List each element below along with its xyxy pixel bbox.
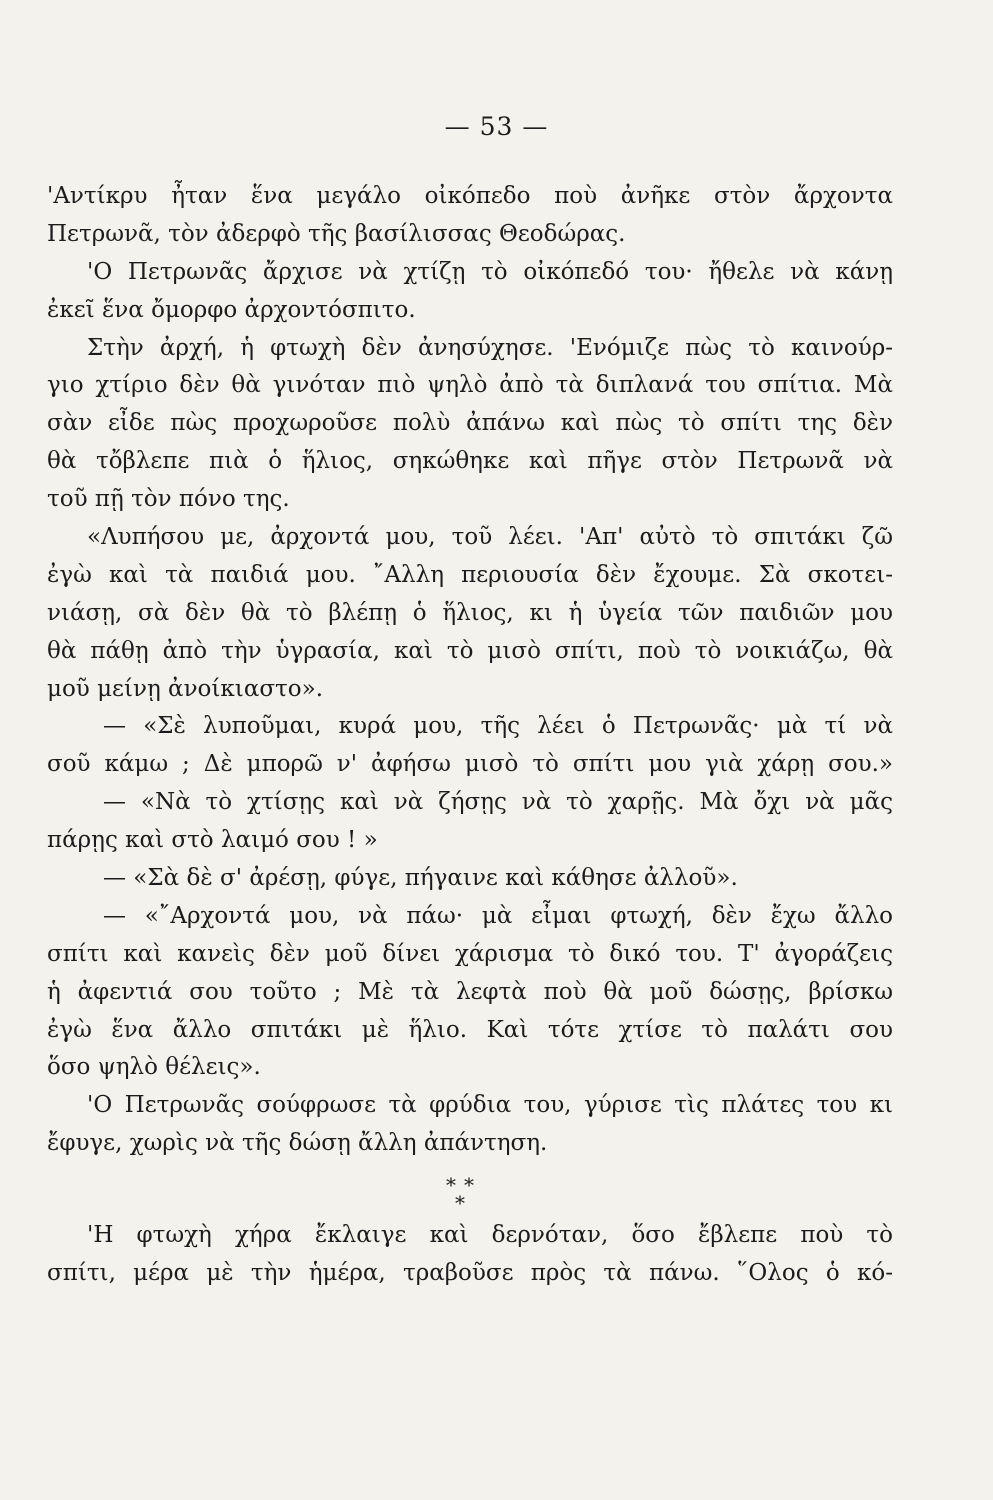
body-text (47, 178, 893, 1293)
text-line: θὰ τὄβλεπε πιὰ ὁ ἥλιος, σηκώθηκε καὶ πῆγε στὸν Πετρωνᾶ νὰ (47, 448, 893, 475)
text-line: — «Σὲ λυποῦμαι, κυρά μου, τῆς λέει ὁ Πετρωνᾶς· μὰ τί νὰ (103, 713, 893, 740)
text-line: νιάσῃ, σὰ δὲν θὰ τὸ βλέπῃ ὁ ἥλιος, κι ἡ ὑγεία τῶν παιδιῶν μου (47, 599, 893, 626)
text-line: ἔφυγε, χωρὶς νὰ τῆς δώσῃ ἄλλη ἀπάντηση. (47, 1130, 548, 1157)
text-line: 'Η φτωχὴ χήρα ἔκλαιγε καὶ δερνόταν, ὅσο ἔβλεπε ποὺ τὸ (87, 1222, 893, 1249)
text-line: ἡ ἀφεντιά σου τοῦτο ; Μὲ τὰ λεφτὰ ποὺ θὰ μοῦ δώσῃς, βρίσκω (47, 978, 893, 1005)
page-number: — 53 — (444, 112, 549, 141)
text-line: ἐγὼ ἕνα ἄλλο σπιτάκι μὲ ἥλιο. Καὶ τότε χτίσε τὸ παλάτι σου (47, 1016, 893, 1043)
text-line: Στὴν ἀρχή, ἡ φτωχὴ δὲν ἀνησύχησε. 'Ενόμιζε πὼς τὸ καινούρ- (87, 334, 893, 361)
text-line: 'Ο Πετρωνᾶς ἄρχισε νὰ χτίζῃ τὸ οἰκόπεδό του· ἤθελε νὰ κάνῃ (87, 258, 893, 285)
text-line: 'Αντίκρυ ἦταν ἕνα μεγάλο οἰκόπεδο ποὺ ἀνῆκε στὸν ἄρχοντα (47, 183, 893, 209)
text-line: πάρῃς καὶ στὸ λαιμό σου ! » (47, 827, 378, 854)
text-line: τοῦ πῇ τὸν πόνο της. (47, 486, 290, 513)
text-line: μοῦ μείνῃ ἀνοίκιαστο». (47, 675, 323, 702)
text-line: ὅσο ψηλὸ θέλεις». (47, 1054, 261, 1081)
text-line: ἐγὼ καὶ τὰ παιδιά μου. ῎Αλλη περιουσία δὲν ἔχουμε. Σὰ σκοτει- (47, 561, 893, 588)
text-line: — «Σὰ δὲ σ' ἀρέσῃ, φύγε, πήγαινε καὶ κάθησε ἀλλοῦ». (103, 865, 738, 892)
text-line: 'Ο Πετρωνᾶς σούφρωσε τὰ φρύδια του, γύρισε τὶς πλάτες του κι (87, 1092, 893, 1119)
asterisk: * (446, 1173, 456, 1198)
text-line: γιο χτίριο δὲν θὰ γινόταν πιὸ ψηλὸ ἀπὸ τὰ διπλανά του σπίτια. Μὰ (47, 372, 893, 399)
asterisk: * (455, 1191, 465, 1216)
text-line: — «Νὰ τὸ χτίσῃς καὶ νὰ ζήσῃς νὰ τὸ χαρῇς. Μὰ ὄχι νὰ μᾶς (103, 789, 893, 816)
asterisk: * (464, 1173, 474, 1198)
section-separator (47, 1163, 893, 1217)
text-line: σὰν εἶδε πὼς προχωροῦσε πολὺ ἀπάνω καὶ πὼς τὸ σπίτι της δὲν (47, 410, 893, 437)
text-line: σπίτι, μέρα μὲ τὴν ἡμέρα, τραβοῦσε πρὸς τὰ πάνω. ῞Ολος ὁ κό- (47, 1260, 893, 1287)
text-line: — «῎Αρχοντά μου, νὰ πάω· μὰ εἶμαι φτωχή, δὲν ἔχω ἄλλο (103, 902, 893, 929)
text-line: ἐκεῖ ἕνα ὄμορφο ἀρχοντόσπιτο. (47, 296, 416, 323)
text-line: σπίτι καὶ κανεὶς δὲν μοῦ δίνει χάρισμα τὸ δικό του. Τ' ἀγοράζεις (47, 940, 893, 967)
text-line: θὰ πάθῃ ἀπὸ τὴν ὑγρασία, καὶ τὸ μισὸ σπίτι, ποὺ τὸ νοικιάζω, θὰ (47, 637, 893, 664)
text-line: σοῦ κάμω ; Δὲ μπορῶ ν' ἀφήσω μισὸ τὸ σπίτι μου γιὰ χάρῃ σου.» (47, 751, 893, 778)
text-line: «Λυπήσου με, ἀρχοντά μου, τοῦ λέει. 'Απ' αὐτὸ τὸ σπιτάκι ζῶ (87, 524, 893, 551)
text-line: Πετρωνᾶ, τὸν ἀδερφὸ τῆς βασίλισσας Θεοδώρας. (47, 220, 626, 247)
